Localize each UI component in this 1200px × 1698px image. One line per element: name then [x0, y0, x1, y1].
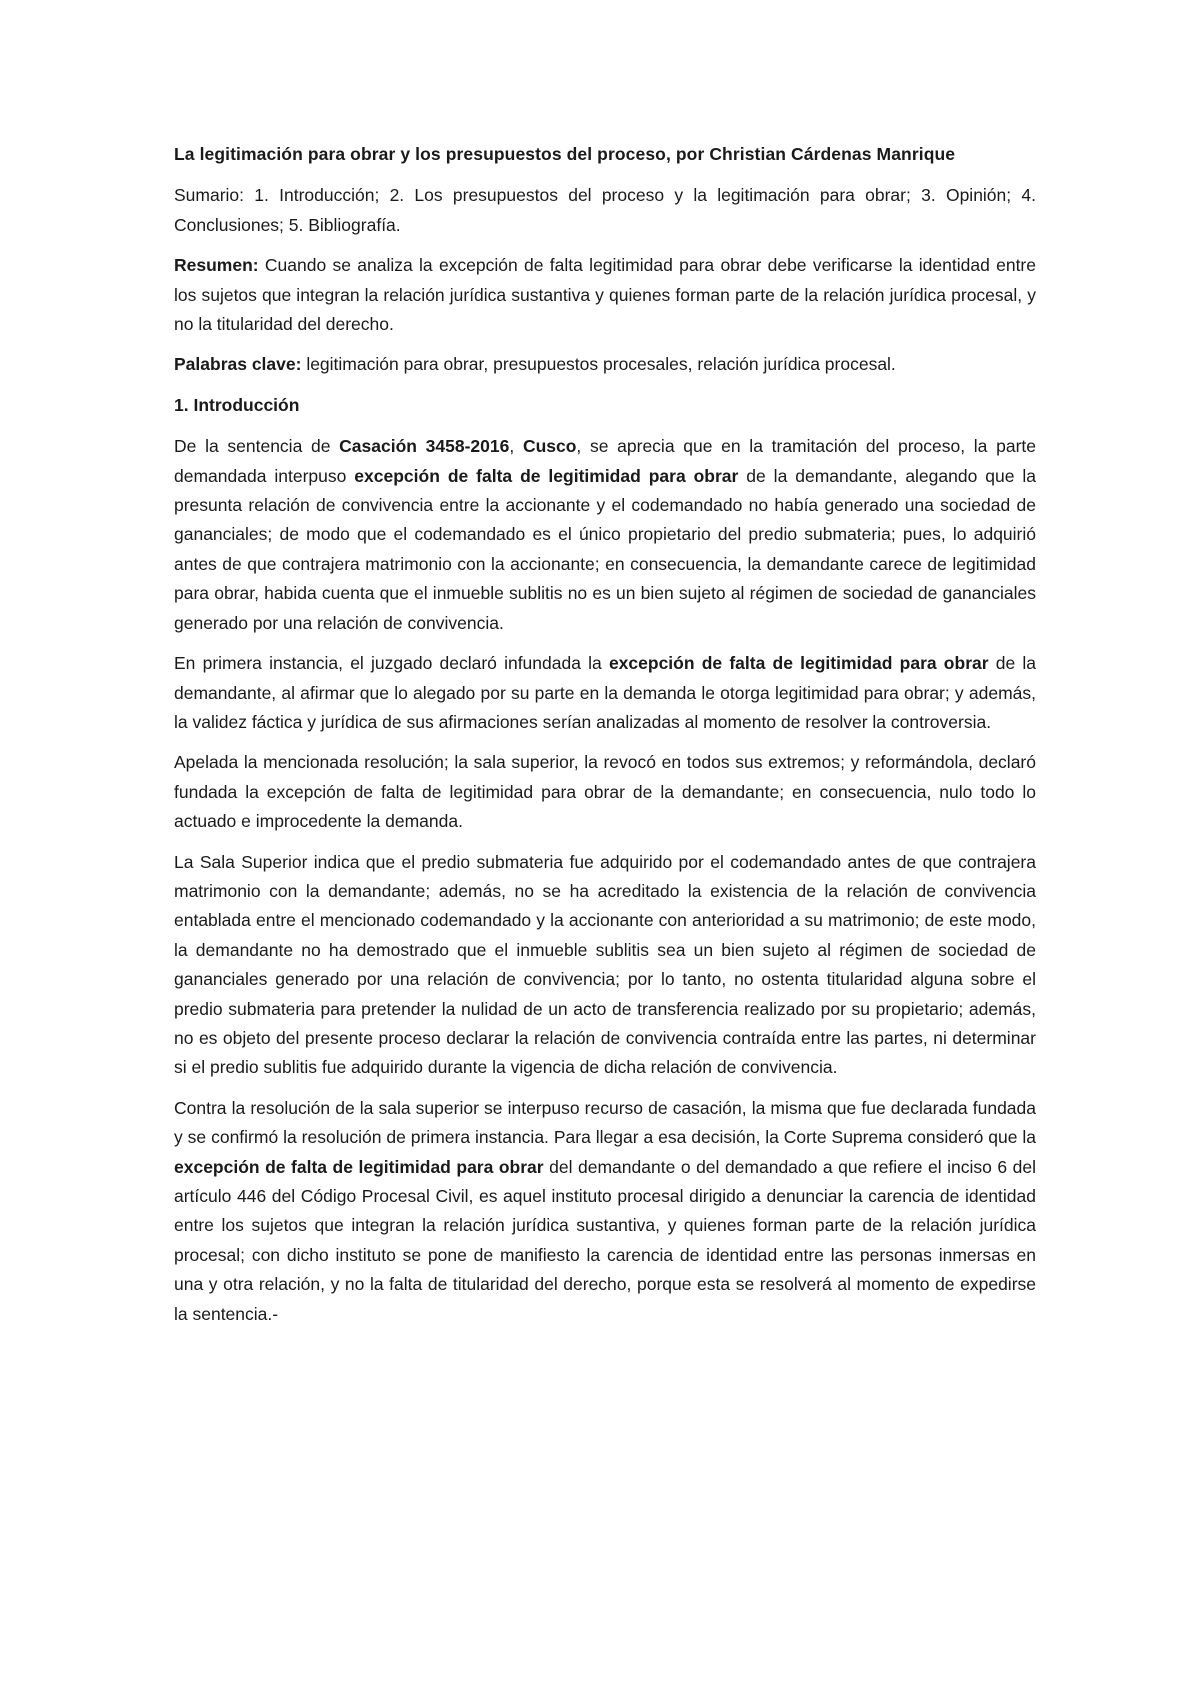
bold-term: excepción de falta de legitimidad para obrar — [354, 465, 739, 486]
intro-paragraph-5 — [174, 1094, 1036, 1329]
abstract-text: Cuando se analiza la excepción de falta legitimidad para obrar debe verificarse la identidad entre los sujetos que integran la relación jurídica sustantiva y quienes forman parte de la relación jurídica procesal, y no la titularidad del derecho. — [174, 255, 1036, 335]
bold-term: excepción de falta de legitimidad para obrar — [608, 653, 989, 674]
keywords-label: Palabras clave: — [174, 354, 302, 375]
section-heading-introduction: 1. Introducción — [174, 394, 300, 415]
text-run: , — [509, 436, 523, 457]
abstract-label: Resumen: — [174, 255, 259, 276]
document-title: La legitimación para obrar y los presupuestos del proceso, por Christian Cárdenas Manrique — [174, 144, 956, 164]
text-run: Contra la resolución de la sala superior se interpuso recurso de casación, la misma que fue declarada fundada y se confirmó la resolución de primera instancia. Para llegar a esa decisión, la Corte Suprema consideró que la — [174, 1097, 1036, 1148]
intro-paragraph-4: La Sala Superior indica que el predio submateria fue adquirido por el codemandado antes de que contrajera matrimonio con la demandante; además, no se ha acreditado la existencia de la relación de convivencia entablada entre el mencionado codemandado y la accionante con anterioridad a su matrimonio; de este modo, la demandante no ha demostrado que el inmueble sublitis sea un bien sujeto al régimen de sociedad de gananciales generado por una relación de convivencia; por lo tanto, no ostenta titularidad alguna sobre el predio submateria para pretender la nulidad de un acto de transferencia realizado por su propietario; además, no es objeto del presente proceso declarar la relación de convivencia contraída entre las partes, ni determinar si el predio sublitis fue adquirido durante la vigencia de dicha relación de convivencia. — [174, 851, 1036, 1078]
text-run: de la demandante, alegando que la presunta relación de convivencia entre la accionante y el codemandado no había generado una sociedad de gananciales; de modo que el codemandado es el único propietario del predio submateria; pues, lo adquirió antes de que contrajera matrimonio con la accionante; en consecuencia, la demandante carece de legitimidad para obrar, habida cuenta que el inmueble sublitis no es un bien sujeto al régimen de sociedad de gananciales generado por una relación de convivencia. — [174, 465, 1037, 633]
text-run: En primera instancia, el juzgado declaró infundada la — [174, 653, 609, 674]
document-page — [174, 140, 1036, 1340]
summary-paragraph: Sumario: 1. Introducción; 2. Los presupuestos del proceso y la legitimación para obrar; 3. Opinión; 4. Conclusiones; 5. Bibliografía. — [174, 185, 1036, 235]
keywords-text: legitimación para obrar, presupuestos procesales, relación jurídica procesal. — [301, 354, 896, 375]
intro-paragraph-3: Apelada la mencionada resolución; la sala superior, la revocó en todos sus extremos; y reformándola, declaró fundada la excepción de falta de legitimidad para obrar de la demandante; en consecuencia, nulo todo lo actuado e improcedente la demanda. — [174, 752, 1036, 832]
intro-paragraph-1 — [174, 432, 1036, 638]
bold-term: excepción de falta de legitimidad para obrar — [174, 1156, 544, 1177]
text-run: De la sentencia de — [174, 436, 340, 457]
intro-paragraph-2 — [174, 649, 1036, 737]
case-number: Casación 3458-2016 — [339, 436, 510, 457]
text-run: , se aprecia que en la tramitación del proceso, la parte demandada interpuso — [174, 436, 1036, 486]
case-location: Cusco — [522, 436, 577, 457]
keywords-paragraph — [174, 350, 1036, 379]
abstract-paragraph — [174, 251, 1036, 339]
text-run: del demandante o del demandado a que refiere el inciso 6 del artículo 446 del Código Procesal Civil, es aquel instituto procesal dirigido a denunciar la carencia de identidad entre los sujetos que integran la relación jurídica sustantiva, y quienes forman parte de la relación jurídica procesal; con dicho instituto se pone de manifiesto la carencia de identidad entre las personas inmersas en una y otra relación, y no la falta de titularidad del derecho, porque esta se resolverá al momento de expedirse la sentencia.- — [174, 1156, 1036, 1324]
text-run: de la demandante, al afirmar que lo alegado por su parte en la demanda le otorga legitimidad para obrar; y además, la validez fáctica y jurídica de sus afirmaciones serían analizadas al momento de resolver la controversia. — [174, 653, 1036, 732]
